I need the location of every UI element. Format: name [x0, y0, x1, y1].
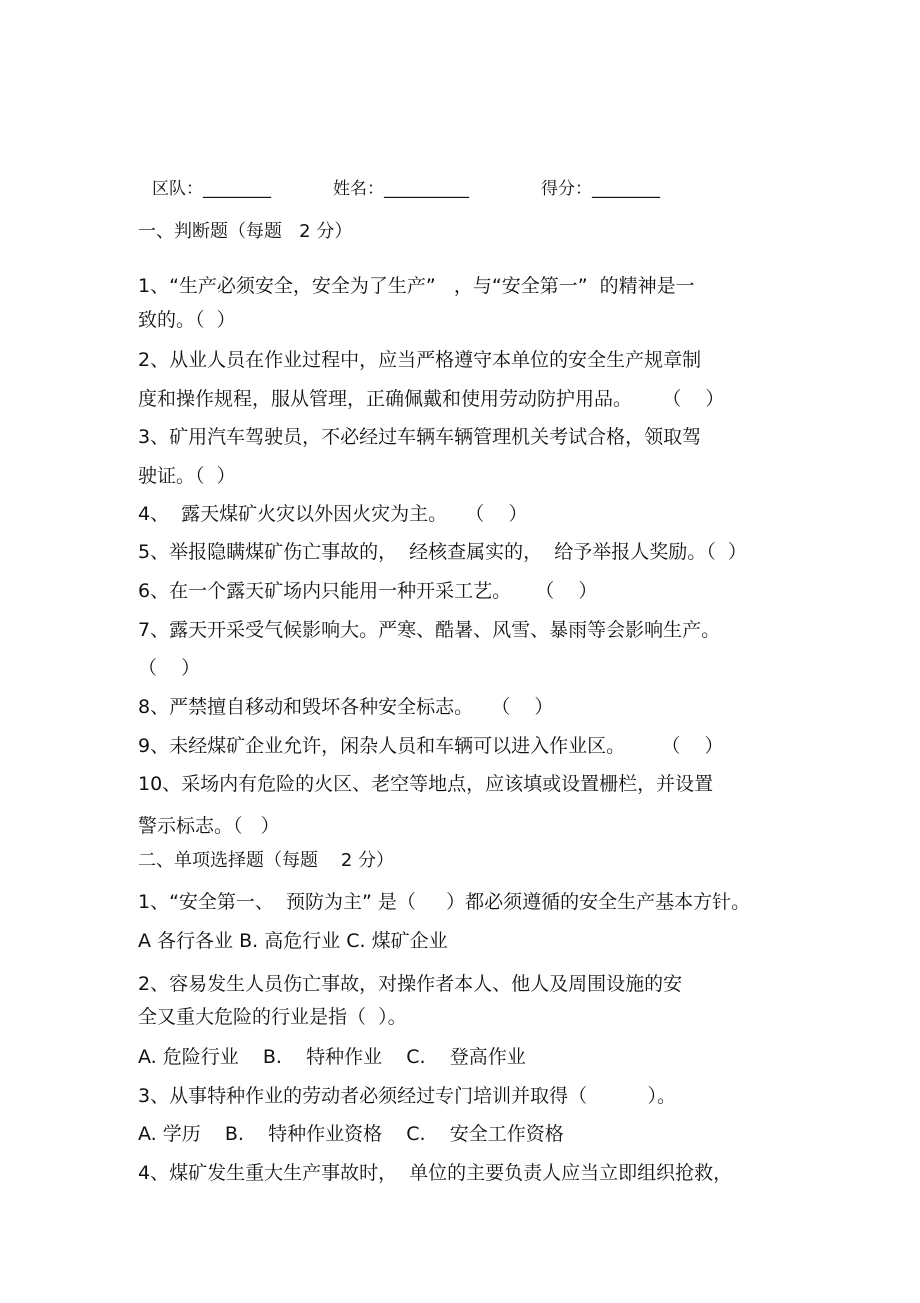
question-line: 4、煤矿发生重大生产事故时， 单位的主要负责人应当立即组织抢救，: [138, 1162, 733, 1184]
question-line: 9、未经煤矿企业允许，闲杂人员和车辆可以进入作业区。 （ ）: [138, 735, 724, 757]
question-line: 警示标志。（ ）: [138, 815, 280, 837]
question-line: 8、严禁擅自移动和毁坏各种安全标志。 （ ）: [138, 696, 554, 718]
question-line: 1、“生产必须安全，安全为了生产” ，与“安全第一” 的精神是一: [138, 275, 695, 297]
question-line: 7、露天开采受气候影响大。严寒、酷暑、风雪、暴雨等会影响生产。: [138, 619, 721, 641]
option-line: A. 危险行业 B. 特种作业 C. 登高作业: [138, 1046, 526, 1068]
question-line: 驶证。（ ）: [138, 465, 236, 487]
question-line: 3、从事特种作业的劳动者必须经过专门培训并取得（ ）。: [138, 1085, 676, 1107]
section-title-single-choice: 二、单项选择题（每题 2 分）: [138, 850, 395, 871]
question-line: 全又重大危险的行业是指（ ）。: [138, 1006, 407, 1028]
question-line: 致的。（ ）: [138, 309, 236, 331]
option-line: A. 学历 B. 特种作业资格 C. 安全工作资格: [138, 1123, 564, 1145]
unit-field: 区队：________: [152, 179, 271, 199]
question-line: 5、举报隐瞒煤矿伤亡事故的， 经核查属实的， 给予举报人奖励。（ ）: [138, 541, 747, 563]
question-line: 4、 露天煤矿火灾以外因火灾为主。 （ ）: [138, 503, 528, 525]
name-field: 姓名：__________: [333, 179, 469, 199]
question-line: （ ）: [138, 657, 201, 679]
question-line: 6、在一个露天矿场内只能用一种开采工艺。 （ ）: [138, 580, 598, 602]
option-line: A 各行各业 B. 高危行业 C. 煤矿企业: [138, 930, 448, 952]
question-line: 2、从业人员在作业过程中，应当严格遵守本单位的安全生产规章制: [138, 349, 702, 371]
question-line: 度和操作规程，服从管理，正确佩戴和使用劳动防护用品。 （ ）: [138, 388, 725, 410]
question-line: 2、容易发生人员伤亡事故，对操作者本人、他人及周围设施的安: [138, 973, 683, 995]
question-line: 1、“安全第一、 预防为主” 是（ ）都必须遵循的安全生产基本方针。: [138, 891, 751, 913]
score-field: 得分：________: [541, 179, 660, 199]
question-line: 10、采场内有危险的火区、老空等地点，应该填或设置栅栏，并设置: [138, 773, 714, 795]
question-line: 3、矿用汽车驾驶员，不必经过车辆车辆管理机关考试合格，领取驾: [138, 426, 702, 448]
section-title-judgement: 一、判断题（每题 2 分）: [138, 221, 353, 242]
